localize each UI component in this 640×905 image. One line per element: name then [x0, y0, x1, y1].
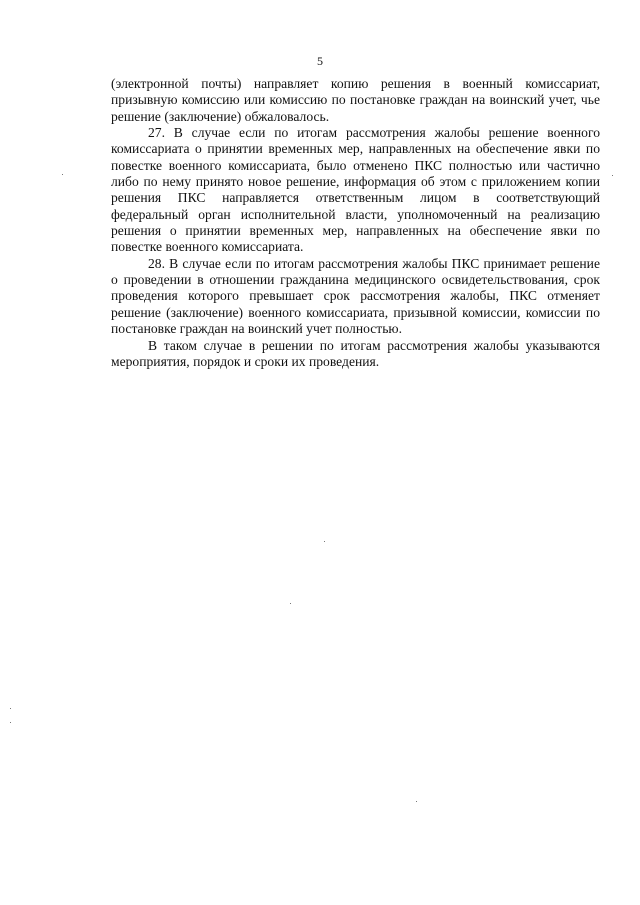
scan-speck [324, 541, 325, 542]
scan-speck [612, 175, 613, 176]
paragraph-27: 27. В случае если по итогам рассмотрения жалобы решение военного комиссариата о принятии временных мер, направленных на обеспечение явки по повестке военного комиссариата, было отменено ПКС полностью или частично либо по нему принято новое решение, информация об этом с приложением копии решения ПКС направляется ответственным лицом в соответствующий федеральный орган исполнительной власти, уполномоченный на реализацию решения о принятии временных мер, направленных на обеспечение явки по повестке военного комиссариата. [111, 125, 600, 255]
page-number: 5 [317, 54, 323, 68]
document-body [111, 76, 600, 370]
paragraph-28-addendum: В таком случае в решении по итогам рассмотрения жалобы указываются мероприятия, порядок и сроки их проведения. [111, 337, 600, 369]
paragraph-continuation: (электронной почты) направляет копию решения в военный комиссариат, призывную комиссию или комиссию по постановке граждан на воинский учет, чье решение (заключение) обжаловалось. [111, 76, 600, 124]
scan-speck [62, 174, 63, 175]
paragraph-28: 28. В случае если по итогам рассмотрения жалобы ПКС принимает решение о проведении в отношении гражданина медицинского освидетельствования, срок проведения которого превышает срок рассмотрения жалобы, ПКС отменяет решение (заключение) военного комиссариата, призывной комиссии, комиссии по постановке граждан на воинский учет полностью. [111, 255, 600, 337]
scan-speck [416, 801, 417, 802]
scan-speck [290, 603, 291, 604]
scan-speck [10, 708, 11, 709]
scan-speck [10, 722, 11, 723]
